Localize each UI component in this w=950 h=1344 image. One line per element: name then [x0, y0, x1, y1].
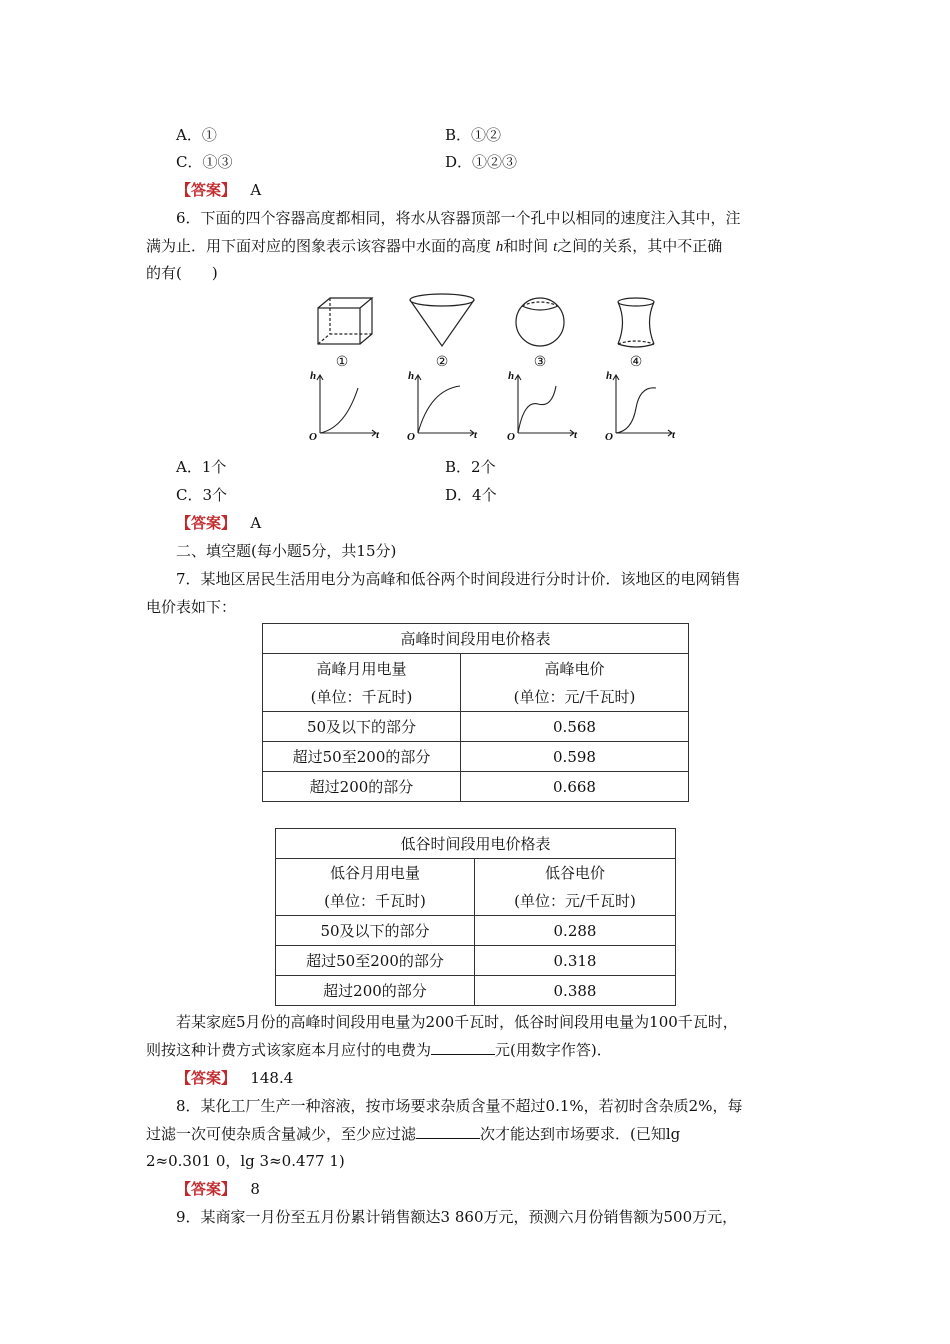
- cube-container-icon: [318, 298, 372, 344]
- svg-text:h: h: [606, 370, 613, 382]
- q6-line2: 满为止．用下面对应的图象表示该容器中水面的高度 h和时间 t之间的关系，其中不正确: [146, 237, 723, 255]
- answer-value: 8: [250, 1180, 260, 1198]
- svg-text:O: O: [407, 431, 415, 443]
- valley-price-table: 低谷时间段用电价格表 低谷月用电量 低谷电价 (单位：千瓦时) (单位：元/千瓦时) 50及以下的部分 0.288 超过50至200的部分 0.318 超过200的部分 0.388: [275, 828, 676, 1006]
- q5-option-c: C．①③: [176, 153, 233, 171]
- container-label-3: ③: [533, 355, 547, 370]
- q6-option-a: A．1个: [176, 458, 227, 476]
- q7-line2: 电价表如下：: [146, 598, 237, 616]
- q9-line1: 9．某商家一月份至五月份累计销售额达3 860万元，预测六月份销售额为500万元，: [176, 1208, 738, 1226]
- answer-value: A: [250, 514, 262, 532]
- svg-text:O: O: [507, 431, 515, 443]
- table-row: 超过200的部分 0.668: [263, 772, 689, 802]
- graph-3: [515, 375, 574, 436]
- svg-text:t: t: [376, 429, 380, 441]
- q6-option-b: B．2个: [445, 458, 496, 476]
- q6-option-c: C．3个: [176, 486, 228, 504]
- q6-option-d: D．4个: [445, 486, 497, 504]
- q6-line3: 的有( ): [146, 264, 218, 282]
- q6-line1: 6．下面的四个容器高度都相同，将水从容器顶部一个孔中以相同的速度注入其中，注: [176, 209, 741, 227]
- hourglass-container-icon: [618, 298, 654, 347]
- answer-tag: 【答案】: [176, 1069, 237, 1087]
- q5-option-b: B．①②: [445, 126, 502, 144]
- table-title: 高峰时间段用电价格表: [263, 624, 689, 654]
- q8-line2: 过滤一次可使杂质含量减少，至少应过滤 次才能达到市场要求．(已知lg: [146, 1125, 681, 1143]
- answer-value: A: [250, 181, 262, 199]
- container-label-1: ①: [335, 355, 349, 370]
- q7-line1: 7．某地区居民生活用电分为高峰和低谷两个时间段进行分时计价．该地区的电网销售: [176, 570, 741, 588]
- cone-container-icon: [410, 294, 474, 346]
- q7-line3: 若某家庭5月份的高峰时间段用电量为200千瓦时，低谷时间段用电量为100千瓦时，: [176, 1013, 738, 1031]
- q6-answer: [176, 512, 261, 533]
- answer-tag: 【答案】: [176, 181, 237, 199]
- q8-line3: 2≈0.301 0，lg 3≈0.477 1): [146, 1152, 345, 1170]
- answer-tag: 【答案】: [176, 514, 237, 532]
- q7-line4: 则按这种计费方式该家庭本月应付的电费为 元(用数字作答)．: [146, 1041, 612, 1059]
- svg-text:h: h: [508, 370, 515, 382]
- table-row: 50及以下的部分 0.568: [263, 712, 689, 742]
- svg-text:h: h: [310, 370, 317, 382]
- q6-figure: [300, 290, 690, 450]
- q8-line1: 8．某化工厂生产一种溶液，按市场要求杂质含量不超过0.1%，若初时含杂质2%，每: [176, 1097, 743, 1115]
- answer-value: 148.4: [250, 1069, 294, 1087]
- fill-blank[interactable]: [431, 1040, 495, 1055]
- table-title: 低谷时间段用电价格表: [276, 829, 676, 859]
- table-row: 超过50至200的部分 0.318: [276, 946, 676, 976]
- q5-answer: [176, 179, 261, 200]
- container-label-2: ②: [435, 355, 449, 370]
- svg-text:t: t: [474, 429, 478, 441]
- q5-option-d: D．①②③: [445, 153, 518, 171]
- graph-4: [613, 375, 672, 436]
- sphere-container-icon: [516, 298, 564, 346]
- svg-text:t: t: [672, 429, 676, 441]
- section-heading: 二、填空题(每小题5分，共15分): [176, 542, 397, 560]
- container-label-4: ④: [629, 355, 643, 370]
- peak-price-table: 高峰时间段用电价格表 高峰月用电量 高峰电价 (单位：千瓦时) (单位：元/千瓦时) 50及以下的部分 0.568 超过50至200的部分 0.598 超过200的部分 0.668: [262, 623, 689, 802]
- table-row: 50及以下的部分 0.288: [276, 916, 676, 946]
- svg-text:h: h: [408, 370, 415, 382]
- fill-blank[interactable]: [416, 1124, 480, 1139]
- graph-2: [415, 375, 474, 436]
- svg-text:t: t: [574, 429, 578, 441]
- graph-1: [317, 375, 376, 436]
- answer-tag: 【答案】: [176, 1180, 237, 1198]
- table-row: 超过200的部分 0.388: [276, 976, 676, 1006]
- q7-answer: [176, 1067, 293, 1088]
- svg-text:O: O: [605, 431, 613, 443]
- q5-option-a: A．①: [176, 126, 217, 144]
- table-row: 超过50至200的部分 0.598: [263, 742, 689, 772]
- q8-answer: [176, 1178, 260, 1199]
- svg-text:O: O: [309, 431, 317, 443]
